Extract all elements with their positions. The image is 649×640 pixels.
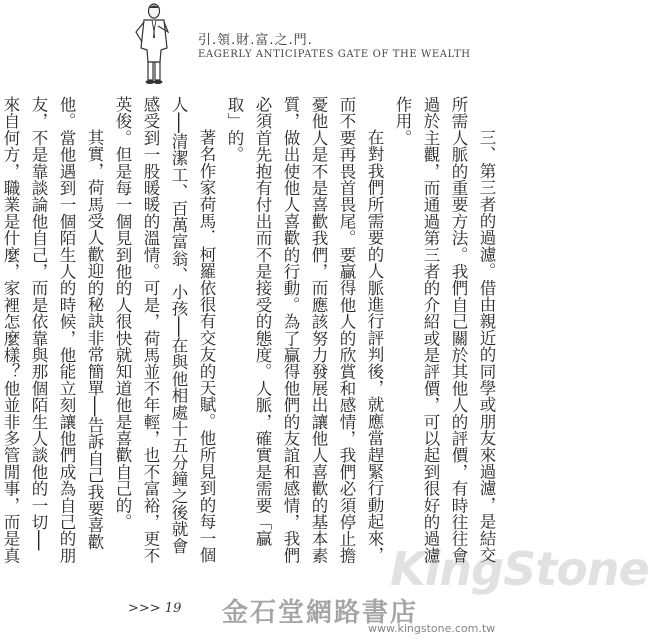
vertical-body-text: [1, 96, 500, 566]
watermark-brand: KingStone: [390, 542, 649, 596]
chapter-header: [130, 2, 510, 88]
chapter-title: 引.領.財.富.之.門.: [198, 33, 313, 48]
watermark-url: www.kingstone.com.tw: [368, 622, 496, 635]
man-in-suit-illustration: [130, 2, 192, 86]
body-paragraph: 著名作家荷馬．柯羅依很有交友的天賦。他所見到的每一個人──清潔工、百萬富翁、小孩──在與他相處十五分鐘之後就會感受到一股暖暖的溫情。可是，荷馬並不年輕，也不富裕，更不英俊。但是每一個見到他的人很快就知道他是喜歡自己的。: [113, 96, 216, 564]
body-paragraph: 三、第三者的過濾。借由親近的同學或朋友來過濾，是結交所需人脈的重要方法。我們自己關於其他人的評價，有時往往會過於主觀，而通過第三者的介紹或是評價，可以起到很好的過濾作用。: [393, 96, 496, 564]
body-paragraph: 其實，荷馬受人歡迎的秘訣非常簡單──告訴自己我要喜歡他。當他遇到一個陌生人的時候，他能立刻讓他們成為自己的朋友，不是靠談論他自己，而是依靠與那個陌生人談他的一切──來自何方，職業是什麼，家裡怎麼樣？他並非多管閒事，而是真: [1, 96, 104, 564]
page-number: >>> 19: [128, 601, 182, 616]
watermark-store-name: 金石堂網路書店: [222, 598, 419, 628]
body-paragraph: 在對我們所需要的人脈進行評判後，就應當趕緊行動起來，而不要再畏首畏尾。要贏得他人的欣賞和感情，我們必須停止擔憂他人是不是喜歡我們，而應該努力發展出讓他人喜歡的基本素質，做出使他人喜歡的行動。為了贏得他們的友誼和感情，我們必須首先抱有付出而不是接受的態度。人脈，確實是需要「贏取」的。: [225, 96, 384, 564]
chapter-subtitle: EAGERLY ANTICIPATES GATE OF THE WEALTH: [198, 49, 471, 60]
